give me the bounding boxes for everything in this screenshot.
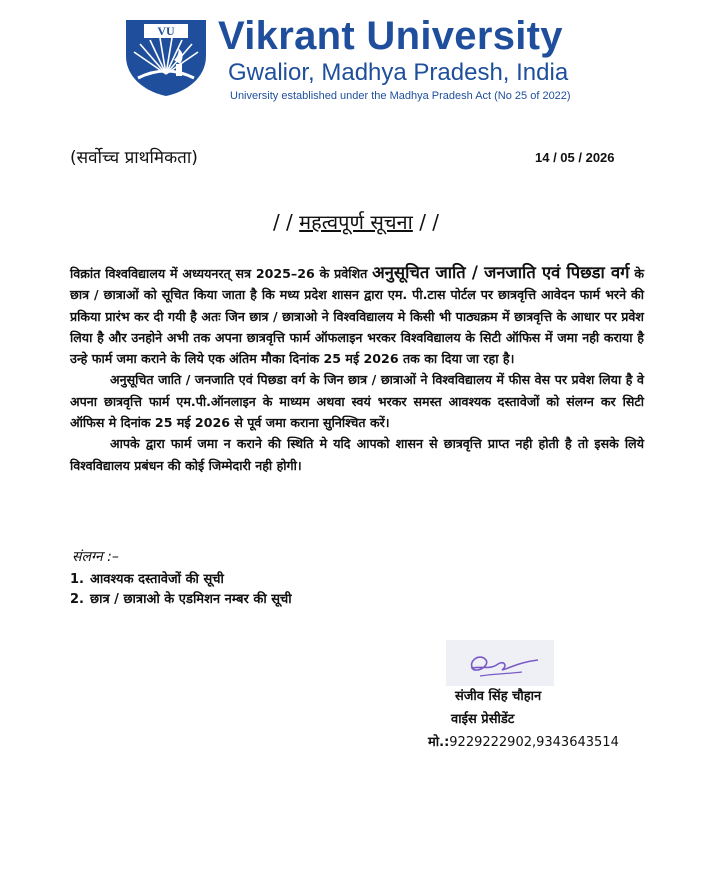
- signature-icon: [446, 640, 554, 686]
- mobile-numbers: 9229222902,9343643514: [449, 735, 619, 750]
- list-item-number: 2.: [70, 592, 84, 607]
- paragraph-3: आपके द्वारा फार्म जमा न कराने की स्थिति मे यदि आपको शासन से छात्रवृत्ति प्राप्त नही होती है तो इसके लिये विश्वविद्यालय प्रबंधन की कोई जिम्मेदारी नही होगी।: [70, 436, 644, 473]
- enclosures-list: [70, 570, 292, 610]
- title-text: महत्वपूर्ण सूचना: [299, 210, 413, 234]
- signatory-designation: वाईस प्रेसीडेंट: [451, 712, 515, 727]
- university-name: Vikrant University: [218, 14, 563, 58]
- paragraph-1-rest: के छात्र / छात्राओं को सूचित किया जाता है कि मध्य प्रदेश शासन द्वारा एम. पी.टास पोर्टल पर छात्रवृत्ति आवेदन फार्म भरने की प्रकिया प्रारंभ कर दी गयी है अतः जिन छात्र / छात्राओ ने विश्वविद्यालय मे किसी भी पाठ्यक्रम में छात्रवृत्ति के आधार पर प्रवेश लिया है और उनहोने अभी तक अपना छात्रवृत्ति फार्म ऑफलाइन भरकर विश्वविद्यालय के सिटी ऑफिस में जमा नही कराया है उन्हे फार्म जमा कराने के लिये एक अंतिम मौका दिनांक 25 मई 2026 तक का दिया जा रहा है।: [70, 266, 645, 367]
- priority-label: (सर्वोच्च प्राथमिकता): [70, 148, 198, 168]
- university-establishment: University established under the Madhya Pradesh Act (No 25 of 2022): [230, 90, 571, 102]
- paragraph-1: [70, 262, 644, 369]
- paragraph-2: अनुसूचित जाति / जनजाति एवं पिछडा वर्ग के जिन छात्र / छात्राओं ने विश्वविद्यालय में फीस वेस पर प्रवेश लिया है वे अपना छात्रवृत्ति फार्म एम.पी.ऑनलाइन के माध्यम अथवा स्वयं भरकर समस्त आवश्यक दस्तावेजों को संलग्न कर सिटी ऑफिस मे दिनांक 25 मई 2026 से पूर्व जमा कराना सुनिश्चित करें।: [70, 372, 644, 431]
- list-item: [70, 590, 292, 610]
- notice-title: [0, 208, 712, 235]
- logo-lettering: VU: [157, 24, 175, 38]
- notice-date: 14 / 05 / 2026: [535, 150, 615, 165]
- title-prefix: / /: [272, 210, 300, 234]
- paragraph-1-start: विक्रांत विश्वविद्यालय में अध्ययनरत् सत्र 2025–26 के प्रवेशित: [70, 266, 373, 281]
- list-item-text: छात्र / छात्राओ के एडमिशन नम्बर की सूची: [89, 592, 292, 607]
- category-highlight: अनुसूचित जाति / जनजाति एवं पिछडा वर्ग: [372, 263, 630, 282]
- list-item-text: आवश्यक दस्तावेजों की सूची: [89, 572, 224, 587]
- title-suffix: / /: [412, 210, 440, 234]
- list-item-number: 1.: [70, 572, 84, 587]
- university-logo-icon: [120, 16, 212, 98]
- signatory-name: संजीव सिंह चौहान: [455, 689, 542, 704]
- signatory-mobile: [428, 732, 619, 750]
- university-location: Gwalior, Madhya Pradesh, India: [228, 59, 569, 86]
- enclosures-label: संलग्न :–: [72, 549, 119, 565]
- mobile-label: मो.:: [428, 735, 450, 750]
- notice-body: [70, 262, 644, 476]
- list-item: [70, 570, 292, 590]
